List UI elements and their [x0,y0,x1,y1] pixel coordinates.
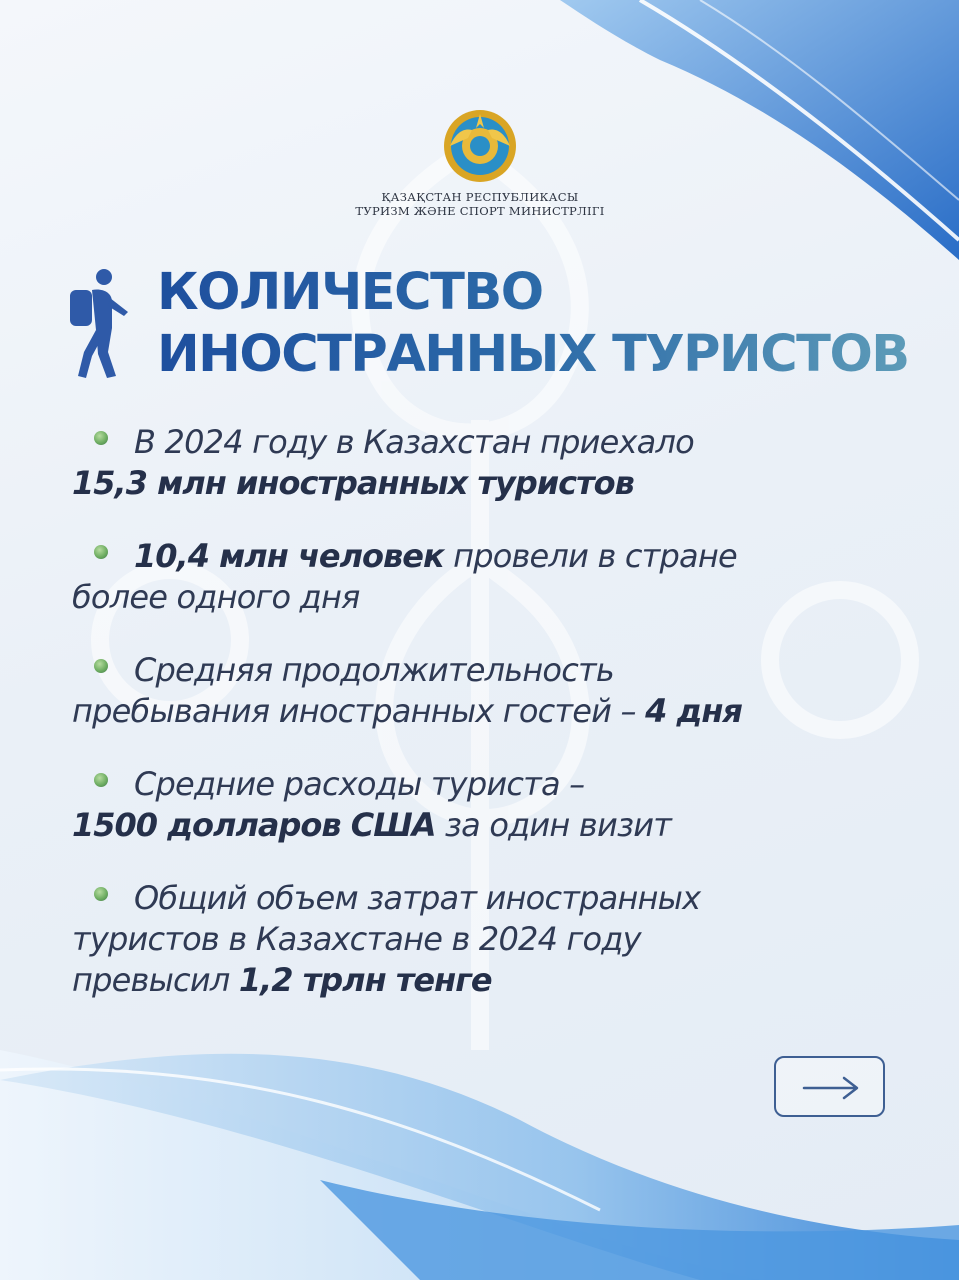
fact-text: превысил [72,961,239,999]
title-line-1: КОЛИЧЕСТВО [157,263,543,322]
state-emblem-icon [442,108,518,184]
fact-highlight: 15,3 млн иностранных туристов [72,464,634,502]
fact-text: туристов в Казахстане в 2024 году [72,920,641,958]
bullet-icon [94,659,108,673]
bullet-icon [94,773,108,787]
fact-item [72,764,932,846]
fact-text: Средние расходы туриста – [134,765,585,803]
fact-item [72,650,932,732]
fact-text: В 2024 году в Казахстан приехало [134,423,694,461]
page-title [157,262,909,386]
fact-text: провели в стране [443,537,737,575]
fact-text: за один визит [435,806,672,844]
fact-text: Средняя продолжительность [134,651,614,689]
facts-list [72,422,932,1033]
title-line-2: ИНОСТРАННЫХ ТУРИСТОВ [157,325,909,384]
next-button[interactable] [774,1056,885,1117]
bullet-icon [94,431,108,445]
fact-item [72,536,932,618]
fact-highlight: 1,2 трлн тенге [238,961,492,999]
ministry-line-1: ҚАЗАҚСТАН РЕСПУБЛИКАСЫ [381,190,579,204]
ministry-caption [330,190,630,218]
bullet-icon [94,545,108,559]
fact-item [72,878,932,1001]
bullet-icon [94,887,108,901]
fact-item [72,422,932,504]
arrow-right-icon [802,1075,860,1101]
fact-text: пребывания иностранных гостей – [72,692,646,730]
hiker-icon [66,268,132,380]
fact-text: более одного дня [72,578,360,616]
ministry-line-2: ТУРИЗМ ЖӘНЕ СПОРТ МИНИСТРЛІГІ [355,204,605,218]
fact-highlight: 1500 долларов США [72,806,436,844]
fact-highlight: 4 дня [645,692,742,730]
fact-text: Общий объем затрат иностранных [134,879,701,917]
fact-highlight: 10,4 млн человек [134,537,444,575]
